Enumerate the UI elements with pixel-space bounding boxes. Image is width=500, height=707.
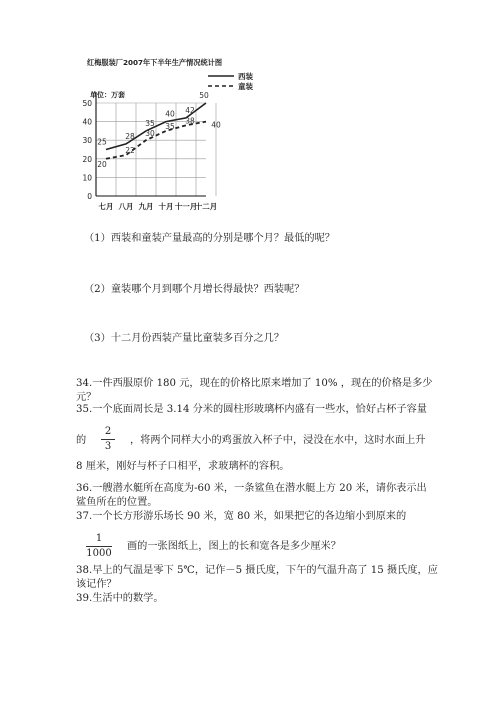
question-35-line1: 35.一个底面周长是 3.14 分米的圆柱形玻璃杯内盛有一些水，恰好占杯子容量 xyxy=(76,404,427,415)
question-37-line1: 37.一个长方形游乐场长 90 米，宽 80 米，如果把它的各边缩小到原来的 xyxy=(76,511,407,522)
y-tick-label: 10 xyxy=(82,173,92,183)
data-label: 40 xyxy=(165,109,175,119)
question-37-line2: 画的一张图纸上，图上的长和宽各是多少厘米？ xyxy=(127,541,341,552)
data-label: 35 xyxy=(165,121,175,131)
y-unit-label: 单位：万套 xyxy=(90,91,125,99)
x-tick-label: 八月 xyxy=(118,202,134,211)
question-34-line2: 元？ xyxy=(76,392,97,403)
question-36-line1: 36.一艘潜水艇所在高度为-60 米，一条鲨鱼在潜水艇上方 20 米，请你表示出 xyxy=(76,483,427,494)
fraction-one-thousandth xyxy=(86,533,112,560)
chart-grid xyxy=(96,103,216,196)
question-3: （3）十二月份西装产量比童装多百分之几？ xyxy=(84,333,285,344)
question-2: （2）童装哪个月到哪个月增长得最快？西装呢？ xyxy=(84,284,305,295)
question-38-line1: 38.早上的气温是零下 5℃，记作－5 摄氏度，下午的气温升高了 15 摄氏度，应 xyxy=(76,565,438,576)
y-tick-label: 20 xyxy=(82,154,92,164)
fraction-denominator: 1000 xyxy=(86,548,112,559)
data-label: 25 xyxy=(97,137,107,147)
x-tick-label: 十一月 xyxy=(174,202,198,211)
x-tick-label: 十二月 xyxy=(194,202,218,211)
data-label: 20 xyxy=(97,159,107,169)
x-tick-label: 七月 xyxy=(98,202,114,211)
chart-axes xyxy=(82,90,217,211)
data-label: 40 xyxy=(211,120,221,130)
fraction-bar xyxy=(86,546,112,547)
x-tick-label: 十月 xyxy=(158,202,174,211)
y-tick-label: 0 xyxy=(87,192,92,201)
fraction-denominator: 3 xyxy=(104,441,112,452)
question-34-line1: 34.一件西服原价 180 元，现在的价格比原来增加了 10% ，现在的价格是多少 xyxy=(76,378,433,389)
data-label: 42 xyxy=(185,105,195,115)
question-36-line2: 鲨鱼所在的位置。 xyxy=(76,497,158,508)
data-label: 28 xyxy=(125,131,135,141)
question-35-pre: 的 xyxy=(76,435,87,446)
data-label: 22 xyxy=(125,146,135,156)
y-tick-label: 40 xyxy=(82,117,92,127)
legend-label: 童装 xyxy=(238,82,253,91)
fraction-two-thirds xyxy=(101,426,115,453)
fraction-bar xyxy=(101,439,115,440)
data-label: 35 xyxy=(145,118,155,128)
data-label: 30 xyxy=(145,129,155,139)
fraction-numerator: 1 xyxy=(95,533,103,544)
chart-title: 红梅服装厂2007年下半年生产情况统计图 xyxy=(87,58,223,67)
fraction-numerator: 2 xyxy=(104,426,112,437)
question-1: （1）西装和童装产量最高的分别是哪个月？最低的呢？ xyxy=(84,233,335,244)
legend-label: 西装 xyxy=(238,72,253,81)
y-tick-label: 30 xyxy=(82,136,92,146)
data-label: 38 xyxy=(185,116,195,126)
x-tick-label: 九月 xyxy=(138,202,154,211)
question-39: 39.生活中的数学。 xyxy=(76,593,164,604)
question-35-line2: ，将两个同样大小的鸡蛋放入杯子中，浸没在水中，这时水面上升 xyxy=(130,435,426,446)
question-38-line2: 该记作？ xyxy=(76,579,117,590)
chart-legend xyxy=(208,71,253,91)
y-tick-label: 50 xyxy=(82,99,92,108)
question-35-line3: 8 厘米，刚好与杯子口相平，求玻璃杯的容积。 xyxy=(76,461,290,472)
data-label: 50 xyxy=(199,91,209,100)
